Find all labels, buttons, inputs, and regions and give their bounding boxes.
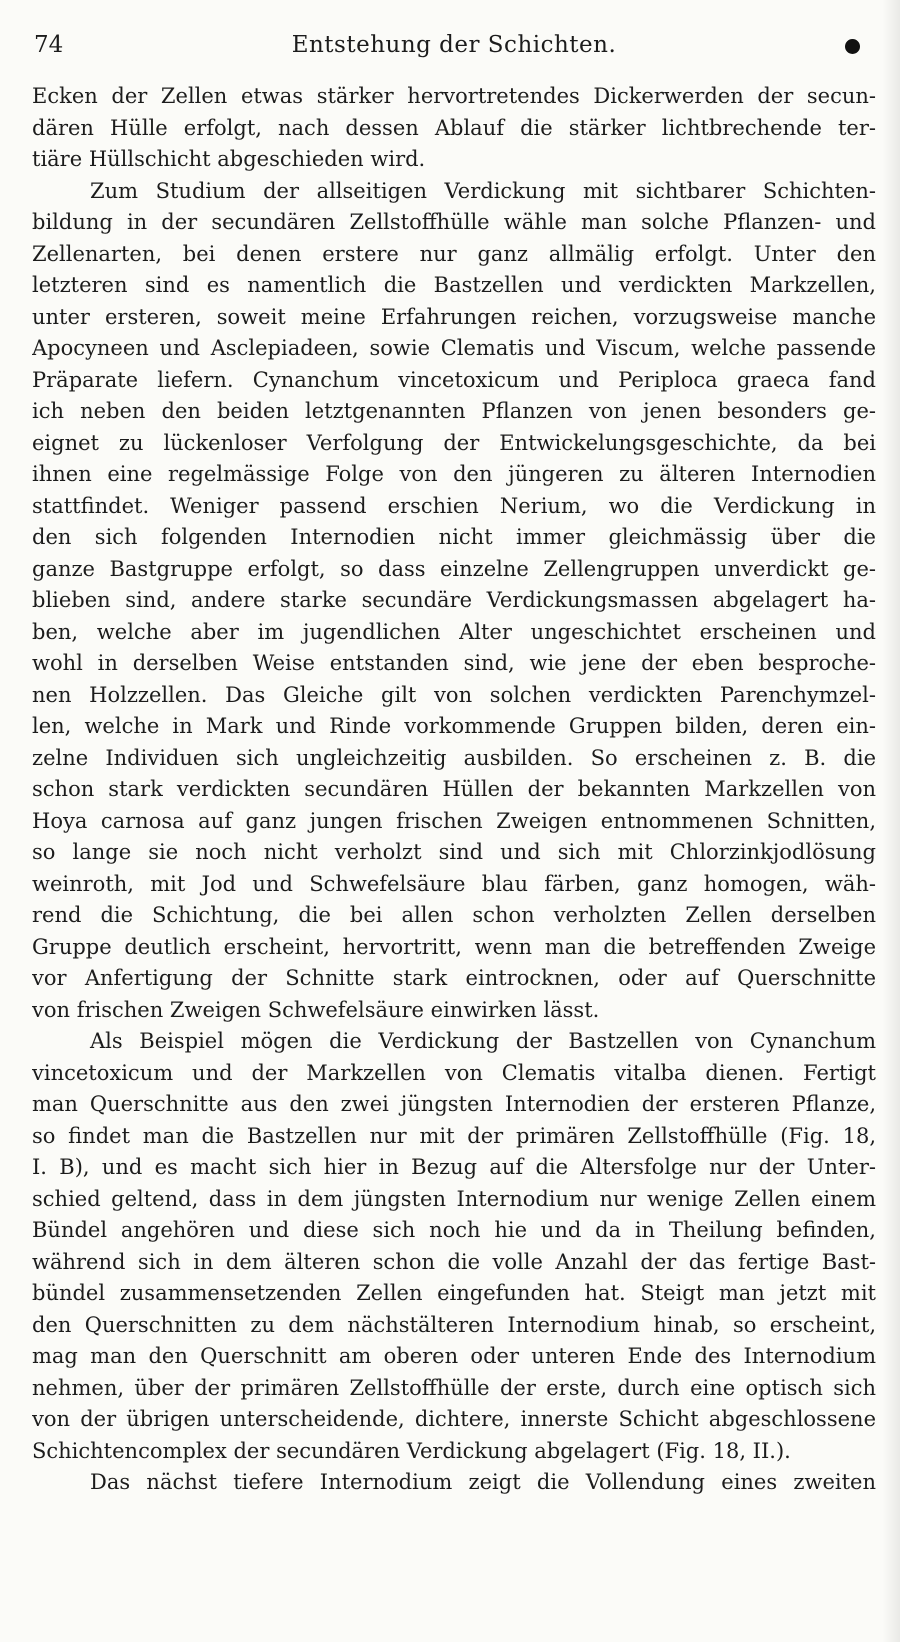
text-line: während sich in dem älteren schon die volle Anzahl der das fertige Bast- [32, 1249, 876, 1274]
page-header [34, 28, 874, 68]
text-line: so lange sie noch nicht verholzt sind und sich mit Chlorzinkjodlösung [32, 840, 876, 864]
text-line: I. B), und es macht sich hier in Bezug auf die Altersfolge nur der Unter- [32, 1155, 876, 1179]
text-line: tiäre Hüllschicht abgeschieden wird. [32, 147, 426, 171]
paragraph-start-line: Als Beispiel mögen die Verdickung der Bastzellen von Cynanchum [90, 1029, 876, 1053]
text-line: Apocyneen und Asclepiadeen, sowie Clematis und Viscum, welche passende [32, 336, 876, 360]
text-line: mag man den Querschnitt am oberen oder unteren Ende des Internodium [32, 1344, 876, 1368]
text-line: nehmen, über der primären Zellstoffhülle der erste, durch eine optisch sich [32, 1375, 876, 1400]
text-line: len, welche in Mark und Rinde vorkommende Gruppen bilden, deren ein- [32, 714, 876, 738]
text-line: ich neben den beiden letztgenannten Pflanzen von jenen besonders ge- [32, 399, 876, 423]
text-line: rend die Schichtung, die bei allen schon verholzten Zellen derselben [32, 903, 876, 927]
text-line: man Querschnitte aus den zwei jüngsten Internodien der ersteren Pflanze, [32, 1092, 876, 1116]
text-line: so findet man die Bastzellen nur mit der primären Zellstoffhülle (Fig. 18, [32, 1123, 876, 1148]
text-line: vincetoxicum und der Markzellen von Clematis vitalba dienen. Fertigt [32, 1060, 876, 1085]
text-line: schon stark verdickten secundären Hüllen der bekannten Markzellen von [32, 777, 876, 801]
paragraph-start-line: Das nächst tiefere Internodium zeigt die Vollendung eines zweiten [90, 1470, 876, 1494]
paragraph-start-line: Zum Studium der allseitigen Verdickung mit sichtbarer Schichten- [90, 178, 876, 203]
text-line: von der übrigen unterscheidende, dichtere, innerste Schicht abgeschlossene [32, 1407, 876, 1431]
text-line: wohl in derselben Weise entstanden sind, wie jene der eben besproche- [32, 651, 876, 675]
text-line: weinroth, mit Jod und Schwefelsäure blau färben, ganz homogen, wäh- [32, 871, 876, 896]
text-line: zelne Individuen sich ungleichzeitig ausbilden. So erscheinen z. B. die [32, 745, 876, 770]
text-line: Hoya carnosa auf ganz jungen frischen Zweigen entnommenen Schnitten, [32, 808, 876, 833]
text-line: den sich folgenden Internodien nicht immer gleichmässig über die [32, 525, 876, 549]
page-edge-shadow [882, 0, 900, 1642]
text-line: Ecken der Zellen etwas stärker hervortretendes Dickerwerden der secun- [32, 84, 876, 108]
page-body [32, 81, 876, 1499]
text-line: stattfindet. Weniger passend erschien Nerium, wo die Verdickung in [32, 493, 876, 518]
text-line: Präparate liefern. Cynanchum vincetoxicum und Periploca graeca fand [32, 367, 876, 392]
page-number: 74 [34, 32, 64, 58]
ink-spot [845, 39, 860, 54]
text-line: den Querschnitten zu dem nächstälteren Internodium hinab, so erscheint, [32, 1312, 876, 1337]
text-line: bündel zusammensetzenden Zellen eingefunden hat. Steigt man jetzt mit [32, 1281, 876, 1305]
text-line: von frischen Zweigen Schwefelsäure einwirken lässt. [32, 997, 600, 1022]
text-line: Gruppe deutlich erscheint, hervortritt, wenn man die betreffenden Zweige [32, 934, 876, 959]
text-line: Bündel angehören und diese sich noch hie und da in Theilung befinden, [32, 1218, 876, 1242]
text-line: Schichtencomplex der secundären Verdickung abgelagert (Fig. 18, II.). [32, 1438, 791, 1463]
text-line: bildung in der secundären Zellstoffhülle wähle man solche Pflanzen- und [32, 210, 876, 234]
text-line: vor Anfertigung der Schnitte stark eintrocknen, oder auf Querschnitte [32, 966, 876, 990]
text-line: Zellenarten, bei denen erstere nur ganz allmälig erfolgt. Unter den [32, 241, 876, 266]
text-line: letzteren sind es namentlich die Bastzellen und verdickten Markzellen, [32, 273, 876, 297]
text-line: ben, welche aber im jugendlichen Alter ungeschichtet erscheinen und [32, 619, 876, 644]
running-title: Entstehung der Schichten. [291, 32, 617, 58]
text-line: nen Holzzellen. Das Gleiche gilt von solchen verdickten Parenchymzel- [32, 682, 876, 707]
text-line: unter ersteren, soweit meine Erfahrungen reichen, vorzugsweise manche [32, 304, 876, 329]
text-line: dären Hülle erfolgt, nach dessen Ablauf die stärker lichtbrechende ter- [32, 115, 876, 140]
text-line: blieben sind, andere starke secundäre Verdickungsmassen abgelagert ha- [32, 588, 876, 612]
text-line: schied geltend, dass in dem jüngsten Internodium nur wenige Zellen einem [32, 1186, 876, 1211]
text-line: eignet zu lückenloser Verfolgung der Entwickelungsgeschichte, da bei [32, 430, 876, 455]
text-line: ihnen eine regelmässige Folge von den jüngeren zu älteren Internodien [32, 462, 876, 486]
text-line: ganze Bastgruppe erfolgt, so dass einzelne Zellengruppen unverdickt ge- [32, 556, 876, 581]
